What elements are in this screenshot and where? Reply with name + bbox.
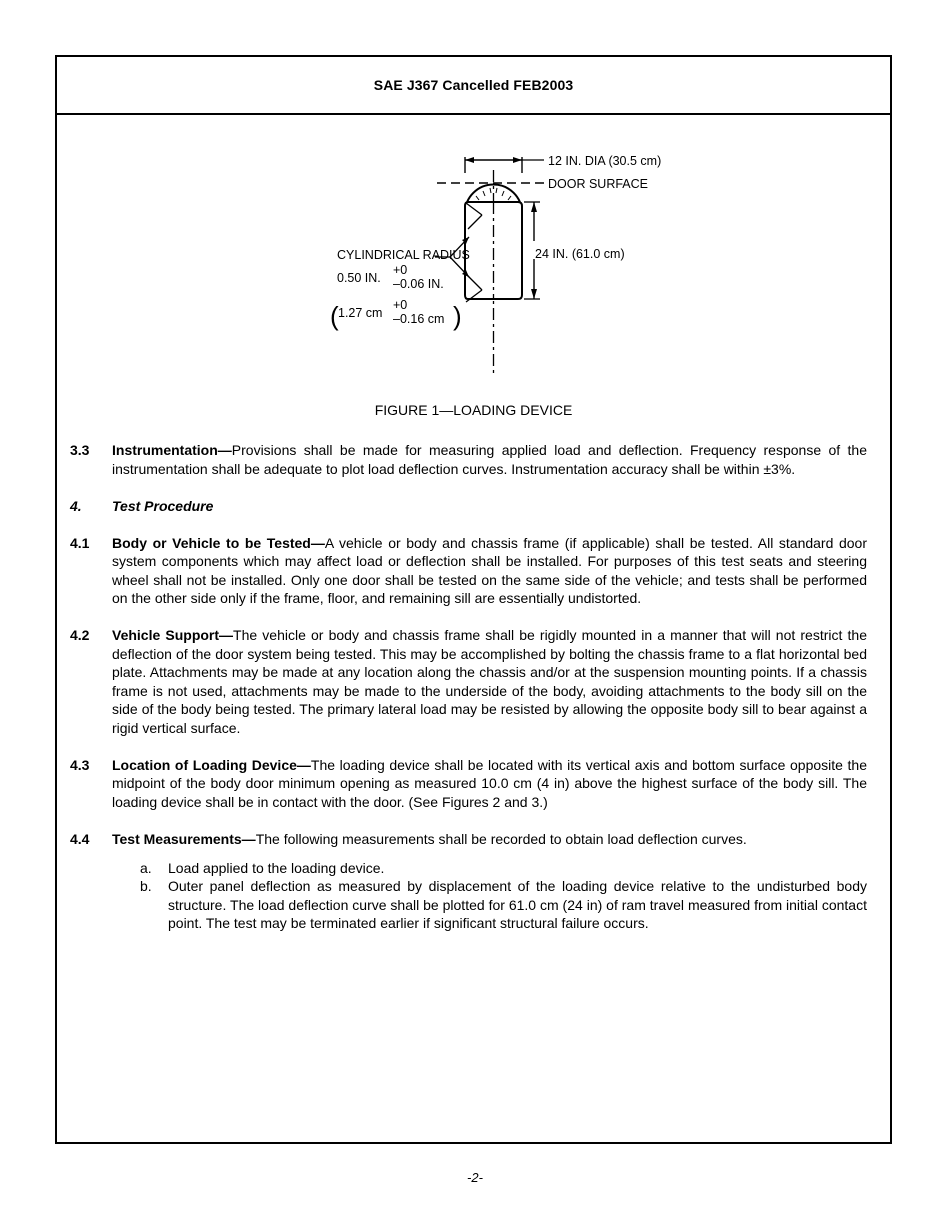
section-4-4 bbox=[70, 830, 867, 849]
section-body bbox=[112, 830, 867, 849]
section-body bbox=[112, 626, 867, 737]
section-4-2 bbox=[70, 626, 867, 737]
list-text: Outer panel deflection as measured by displacement of the loading device relative to the undisturbed body structure. The load deflection curve shall be plotted for 61.0 cm (24 in) of ram travel measured from initial contact point. The test may be terminated earlier if significant structural failure occurs. bbox=[168, 878, 867, 931]
section-text: The following measurements shall be recorded to obtain load deflection curves. bbox=[255, 830, 747, 847]
section-body bbox=[112, 756, 867, 812]
list-marker: b. bbox=[140, 878, 152, 894]
paren-open: ( bbox=[330, 301, 339, 331]
loading-device-figure bbox=[272, 145, 702, 381]
list-text: Load applied to the loading device. bbox=[168, 859, 385, 876]
section-text: A vehicle or body and chassis frame (if applicable) shall be tested. All standard door system components which may affect load or deflection shall be installed. For purposes of this test seats and steering wheel shall not be installed. Only one door shall be tested on the same side of the vehicle; and tests shall be performed on the other side only if the frame, floor, and remaining sill are essentially undistorted. bbox=[112, 534, 867, 606]
tol-cm-minus: –0.16 cm bbox=[393, 312, 445, 326]
section-4-heading bbox=[70, 497, 867, 516]
section-number: 4.3 bbox=[70, 756, 90, 773]
section-number: 4.1 bbox=[70, 534, 90, 551]
section-lead: Body or Vehicle to be Tested— bbox=[112, 534, 325, 551]
section-lead: Instrumentation— bbox=[112, 442, 232, 458]
section-lead: Test Measurements— bbox=[112, 830, 256, 847]
dia-label: 12 IN. DIA (30.5 cm) bbox=[548, 154, 662, 168]
tol-cm-plus: +0 bbox=[393, 298, 408, 312]
page-frame bbox=[55, 55, 892, 1144]
dia-arrow-left bbox=[465, 157, 474, 163]
section-lead: Vehicle Support— bbox=[112, 627, 234, 643]
cyl-radius-label: CYLINDRICAL RADIUS bbox=[337, 248, 470, 262]
radius-cm-value: 1.27 cm bbox=[338, 306, 383, 320]
header-band bbox=[57, 57, 890, 115]
measurement-list bbox=[140, 859, 867, 933]
section-number: 3.3 bbox=[70, 442, 90, 458]
section-number: 4. bbox=[70, 497, 82, 514]
list-marker: a. bbox=[140, 859, 152, 876]
section-3-3 bbox=[70, 441, 867, 478]
height-arrow-top bbox=[531, 202, 537, 212]
section-number: 4.4 bbox=[70, 830, 90, 847]
section-4-3 bbox=[70, 756, 867, 812]
figure-caption: FIGURE 1—LOADING DEVICE bbox=[374, 402, 573, 418]
dia-arrow-right bbox=[513, 157, 522, 163]
door-surface-label: DOOR SURFACE bbox=[548, 177, 649, 191]
section-lead: Location of Loading Device— bbox=[112, 756, 311, 773]
section-number: 4.2 bbox=[70, 627, 90, 643]
list-item bbox=[140, 877, 867, 933]
loading-device-diagram bbox=[272, 145, 702, 381]
section-text: The loading device shall be located with its vertical axis and bottom surface opposite the midpoint of the body door minimum opening as measured 10.0 cm (4 in) above the highest surface of the body sill. The loading device shall be in contact with the door. (See Figures 2 and 3.) bbox=[112, 756, 868, 810]
height-arrow-bottom bbox=[531, 289, 537, 299]
tol-inch-minus: –0.06 IN. bbox=[393, 277, 444, 291]
section-heading: Test Procedure bbox=[112, 497, 214, 514]
tol-inch-plus: +0 bbox=[393, 263, 408, 277]
page-number: -2- bbox=[467, 1170, 483, 1185]
section-4-1 bbox=[70, 534, 867, 608]
section-text: Provisions shall be made for measuring applied load and deflection. Frequency response of the instrumentation shall be adequate to plot load deflection curves. Instrumentation accuracy shall be within ±3%. bbox=[112, 442, 867, 477]
body-text bbox=[70, 441, 867, 933]
document-title: SAE J367 Cancelled FEB2003 bbox=[373, 77, 574, 93]
paren-close: ) bbox=[453, 301, 462, 331]
list-item bbox=[140, 859, 867, 878]
section-body bbox=[112, 441, 867, 478]
section-body bbox=[112, 534, 867, 608]
radius-inch-value: 0.50 IN. bbox=[337, 271, 381, 285]
height-label: 24 IN. (61.0 cm) bbox=[535, 247, 625, 261]
section-text: The vehicle or body and chassis frame shall be rigidly mounted in a manner that will not restrict the deflection of the door system being tested. This may be accomplished by bolting the chassis frame to a flat horizontal bed plate. Attachments may be made at any location along the chassis and/or at the suspension mounting points. If a chassis frame is not used, attachments may be made to the underside of the body, avoiding attachments to the body sill on the side of the body being tested. The primary lateral load may be resisted by allowing the opposite body sill to bear against a rigid vertical surface. bbox=[112, 627, 867, 736]
